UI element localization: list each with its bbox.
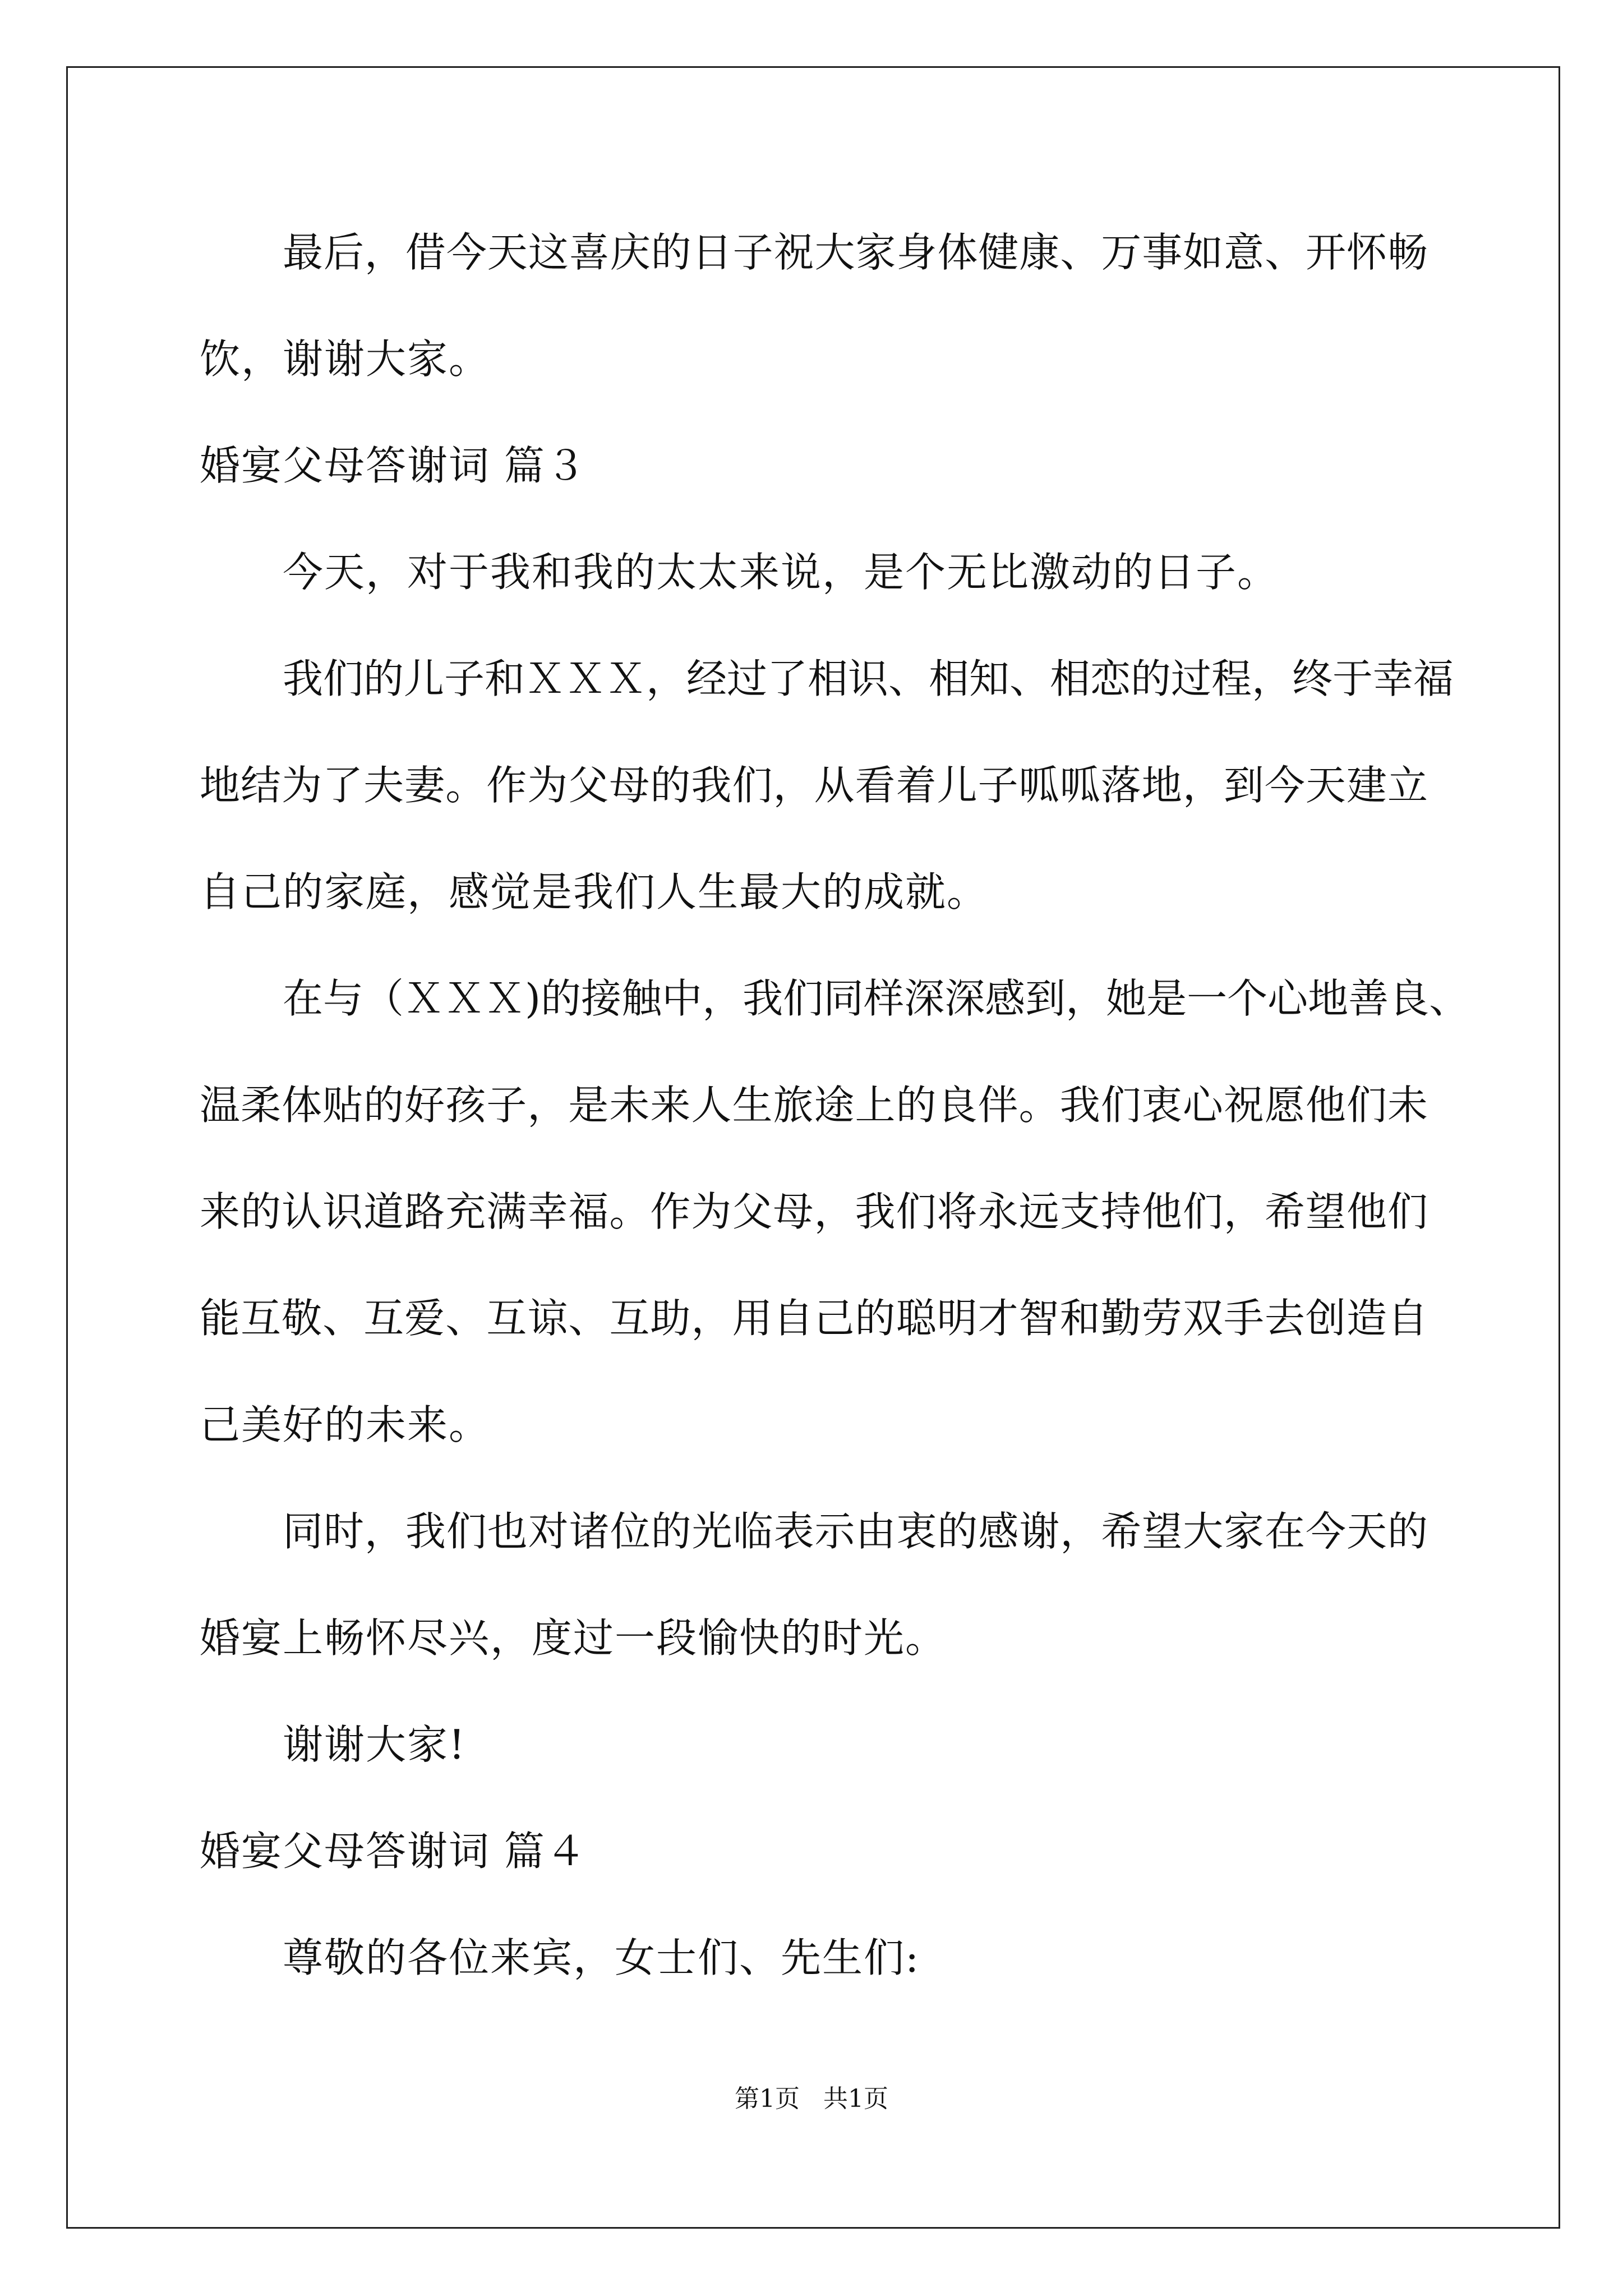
text-line: 饮，谢谢大家。 xyxy=(200,335,491,383)
section-heading: 婚宴父母答谢词 篇３ xyxy=(200,442,587,489)
text-line: 在与（ＸＸＸ)的接触中，我们同样深深感到，她是一个心地善良、 xyxy=(283,975,1470,1022)
page-footer: 第1页 共1页 xyxy=(735,2085,888,2113)
text-line: 来的认识道路充满幸福。作为父母，我们将永远支持他们，希望他们 xyxy=(200,1188,1428,1235)
document-body xyxy=(200,219,1470,2031)
text-line: 自己的家庭，感觉是我们人生最大的成就。 xyxy=(200,868,989,915)
text-line: 温柔体贴的好孩子，是未来人生旅途上的良伴。我们衷心祝愿他们未 xyxy=(200,1082,1428,1129)
section-heading: 婚宴父母答谢词 篇４ xyxy=(200,1828,587,1875)
text-line: 地结为了夫妻。作为父母的我们，从看着儿子呱呱落地，到今天建立 xyxy=(200,762,1428,809)
text-line: 谢谢大家! xyxy=(283,1721,466,1768)
text-line: 同时，我们也对诸位的光临表示由衷的感谢，希望大家在今天的 xyxy=(283,1508,1428,1555)
text-line: 尊敬的各位来宾，女士们、先生们: xyxy=(283,1934,920,1981)
text-line: 我们的儿子和ＸＸＸ，经过了相识、相知、相恋的过程，终于幸福 xyxy=(283,655,1454,702)
text-line: 能互敬、互爱、互谅、互助，用自己的聪明才智和勤劳双手去创造自 xyxy=(200,1295,1428,1342)
text-line: 己美好的未来。 xyxy=(200,1401,491,1448)
text-line: 今天，对于我和我的太太来说，是个无比激动的日子。 xyxy=(283,549,1279,596)
text-line: 最后，借今天这喜庆的日子祝大家身体健康、万事如意、开怀畅 xyxy=(283,229,1428,276)
text-line: 婚宴上畅怀尽兴，度过一段愉快的时光。 xyxy=(200,1614,947,1662)
